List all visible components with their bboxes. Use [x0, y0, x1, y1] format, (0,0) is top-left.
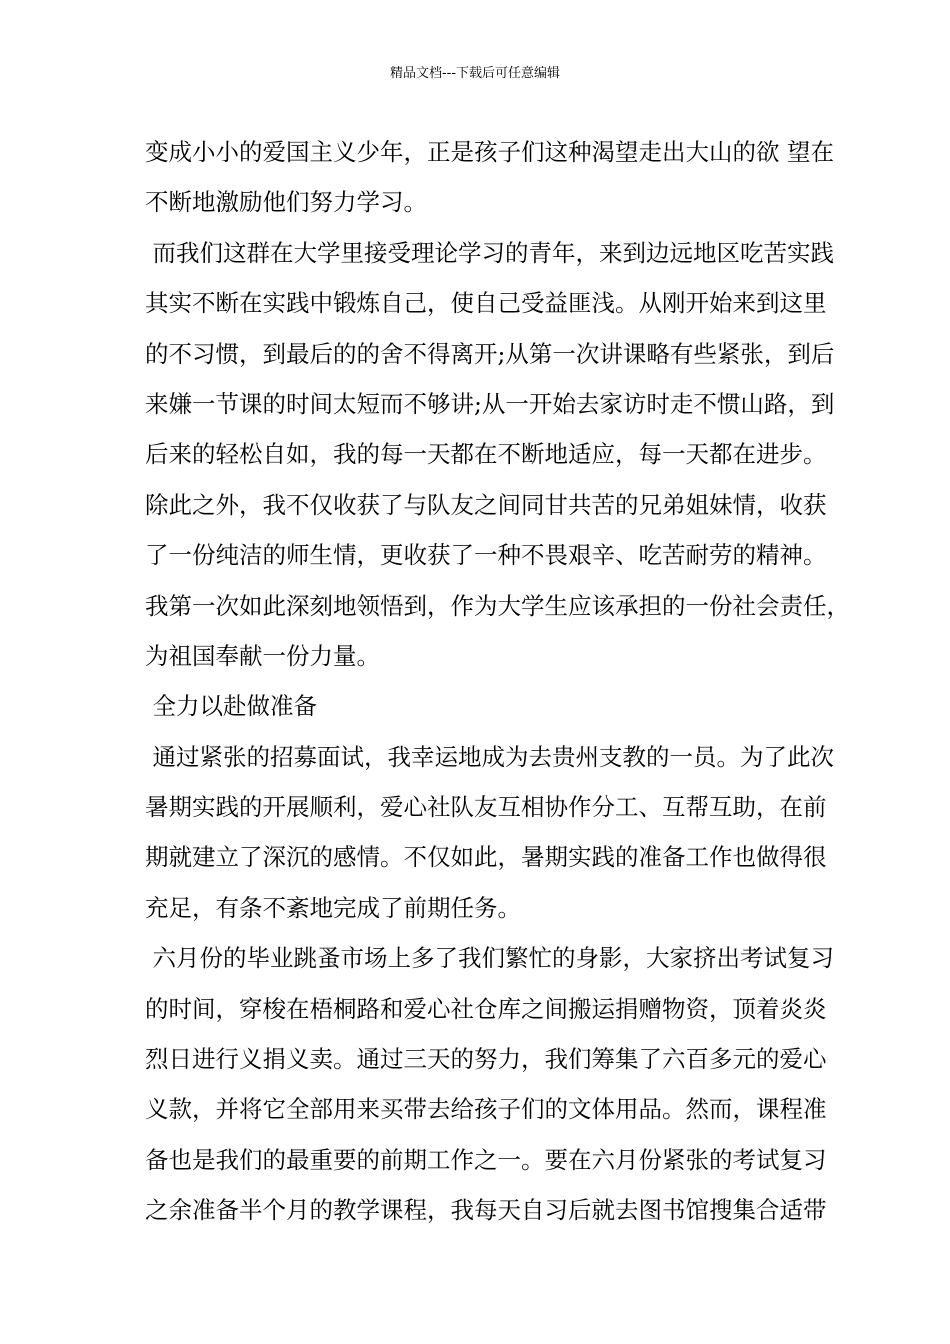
text-line: 义款，并将它全部用来买带去给孩子们的文体用品。然而，课程准: [145, 1095, 827, 1124]
text-line: 的不习惯，到最后的的舍不得离开;从第一次讲课略有些紧张，到后: [145, 339, 835, 368]
text-line: 除此之外，我不仅收获了与队友之间同甘共苦的兄弟姐妹情，收获: [145, 490, 827, 519]
text-line: 变成小小的爱国主义少年，正是孩子们这种渴望走出大山的欲 望在: [145, 138, 834, 166]
document-body: [145, 132, 850, 1241]
text-line: 充足，有条不紊地完成了前期任务。: [145, 893, 521, 922]
text-line: 六月份的毕业跳蚤市场上多了我们繁忙的身影，大家挤出考试复习: [145, 944, 834, 973]
page-header: 精品文档---下载后可任意编辑: [389, 66, 561, 81]
text-line: 之余准备半个月的教学课程，我每天自习后就去图书馆搜集合适带: [145, 1196, 827, 1225]
text-line: 来嫌一节课的时间太短而不够讲;从一开始去家访时走不惯山路，到: [145, 389, 835, 418]
text-line: 备也是我们的最重要的前期工作之一。要在六月份紧张的考试复习: [145, 1145, 827, 1174]
text-line: 了一份纯洁的师生情，更收获了一种不畏艰辛、吃苦耐劳的精神。: [145, 541, 827, 570]
text-line: 期就建立了深沉的感情。不仅如此，暑期实践的准备工作也做得很: [145, 843, 827, 872]
text-line: 暑期实践的开展顺利，爱心社队友互相协作分工、互帮互助，在前: [145, 793, 827, 822]
text-line: 的时间，穿梭在梧桐路和爱心社仓库之间搬运捐赠物资，顶着炎炎: [145, 994, 827, 1023]
text-line: 其实不断在实践中锻炼自己，使自己受益匪浅。从刚开始来到这里: [145, 289, 827, 318]
text-line: 烈日进行义捐义卖。通过三天的努力，我们筹集了六百多元的爱心: [145, 1045, 827, 1074]
text-line: 通过紧张的招募面试，我幸运地成为去贵州支教的一员。为了此次: [145, 742, 834, 771]
text-line: 后来的轻松自如，我的每一天都在不断地适应，每一天都在进步。: [145, 440, 827, 469]
text-line: 为祖国奉献一份力量。: [145, 641, 380, 670]
text-line: 不断地激励他们努力学习。: [145, 188, 427, 217]
section-heading: 全力以赴做准备: [145, 692, 317, 721]
text-line: 而我们这群在大学里接受理论学习的青年，来到边远地区吃苦实践: [145, 238, 834, 267]
text-line: 我第一次如此深刻地领悟到，作为大学生应该承担的一份社会责任，: [145, 591, 850, 620]
